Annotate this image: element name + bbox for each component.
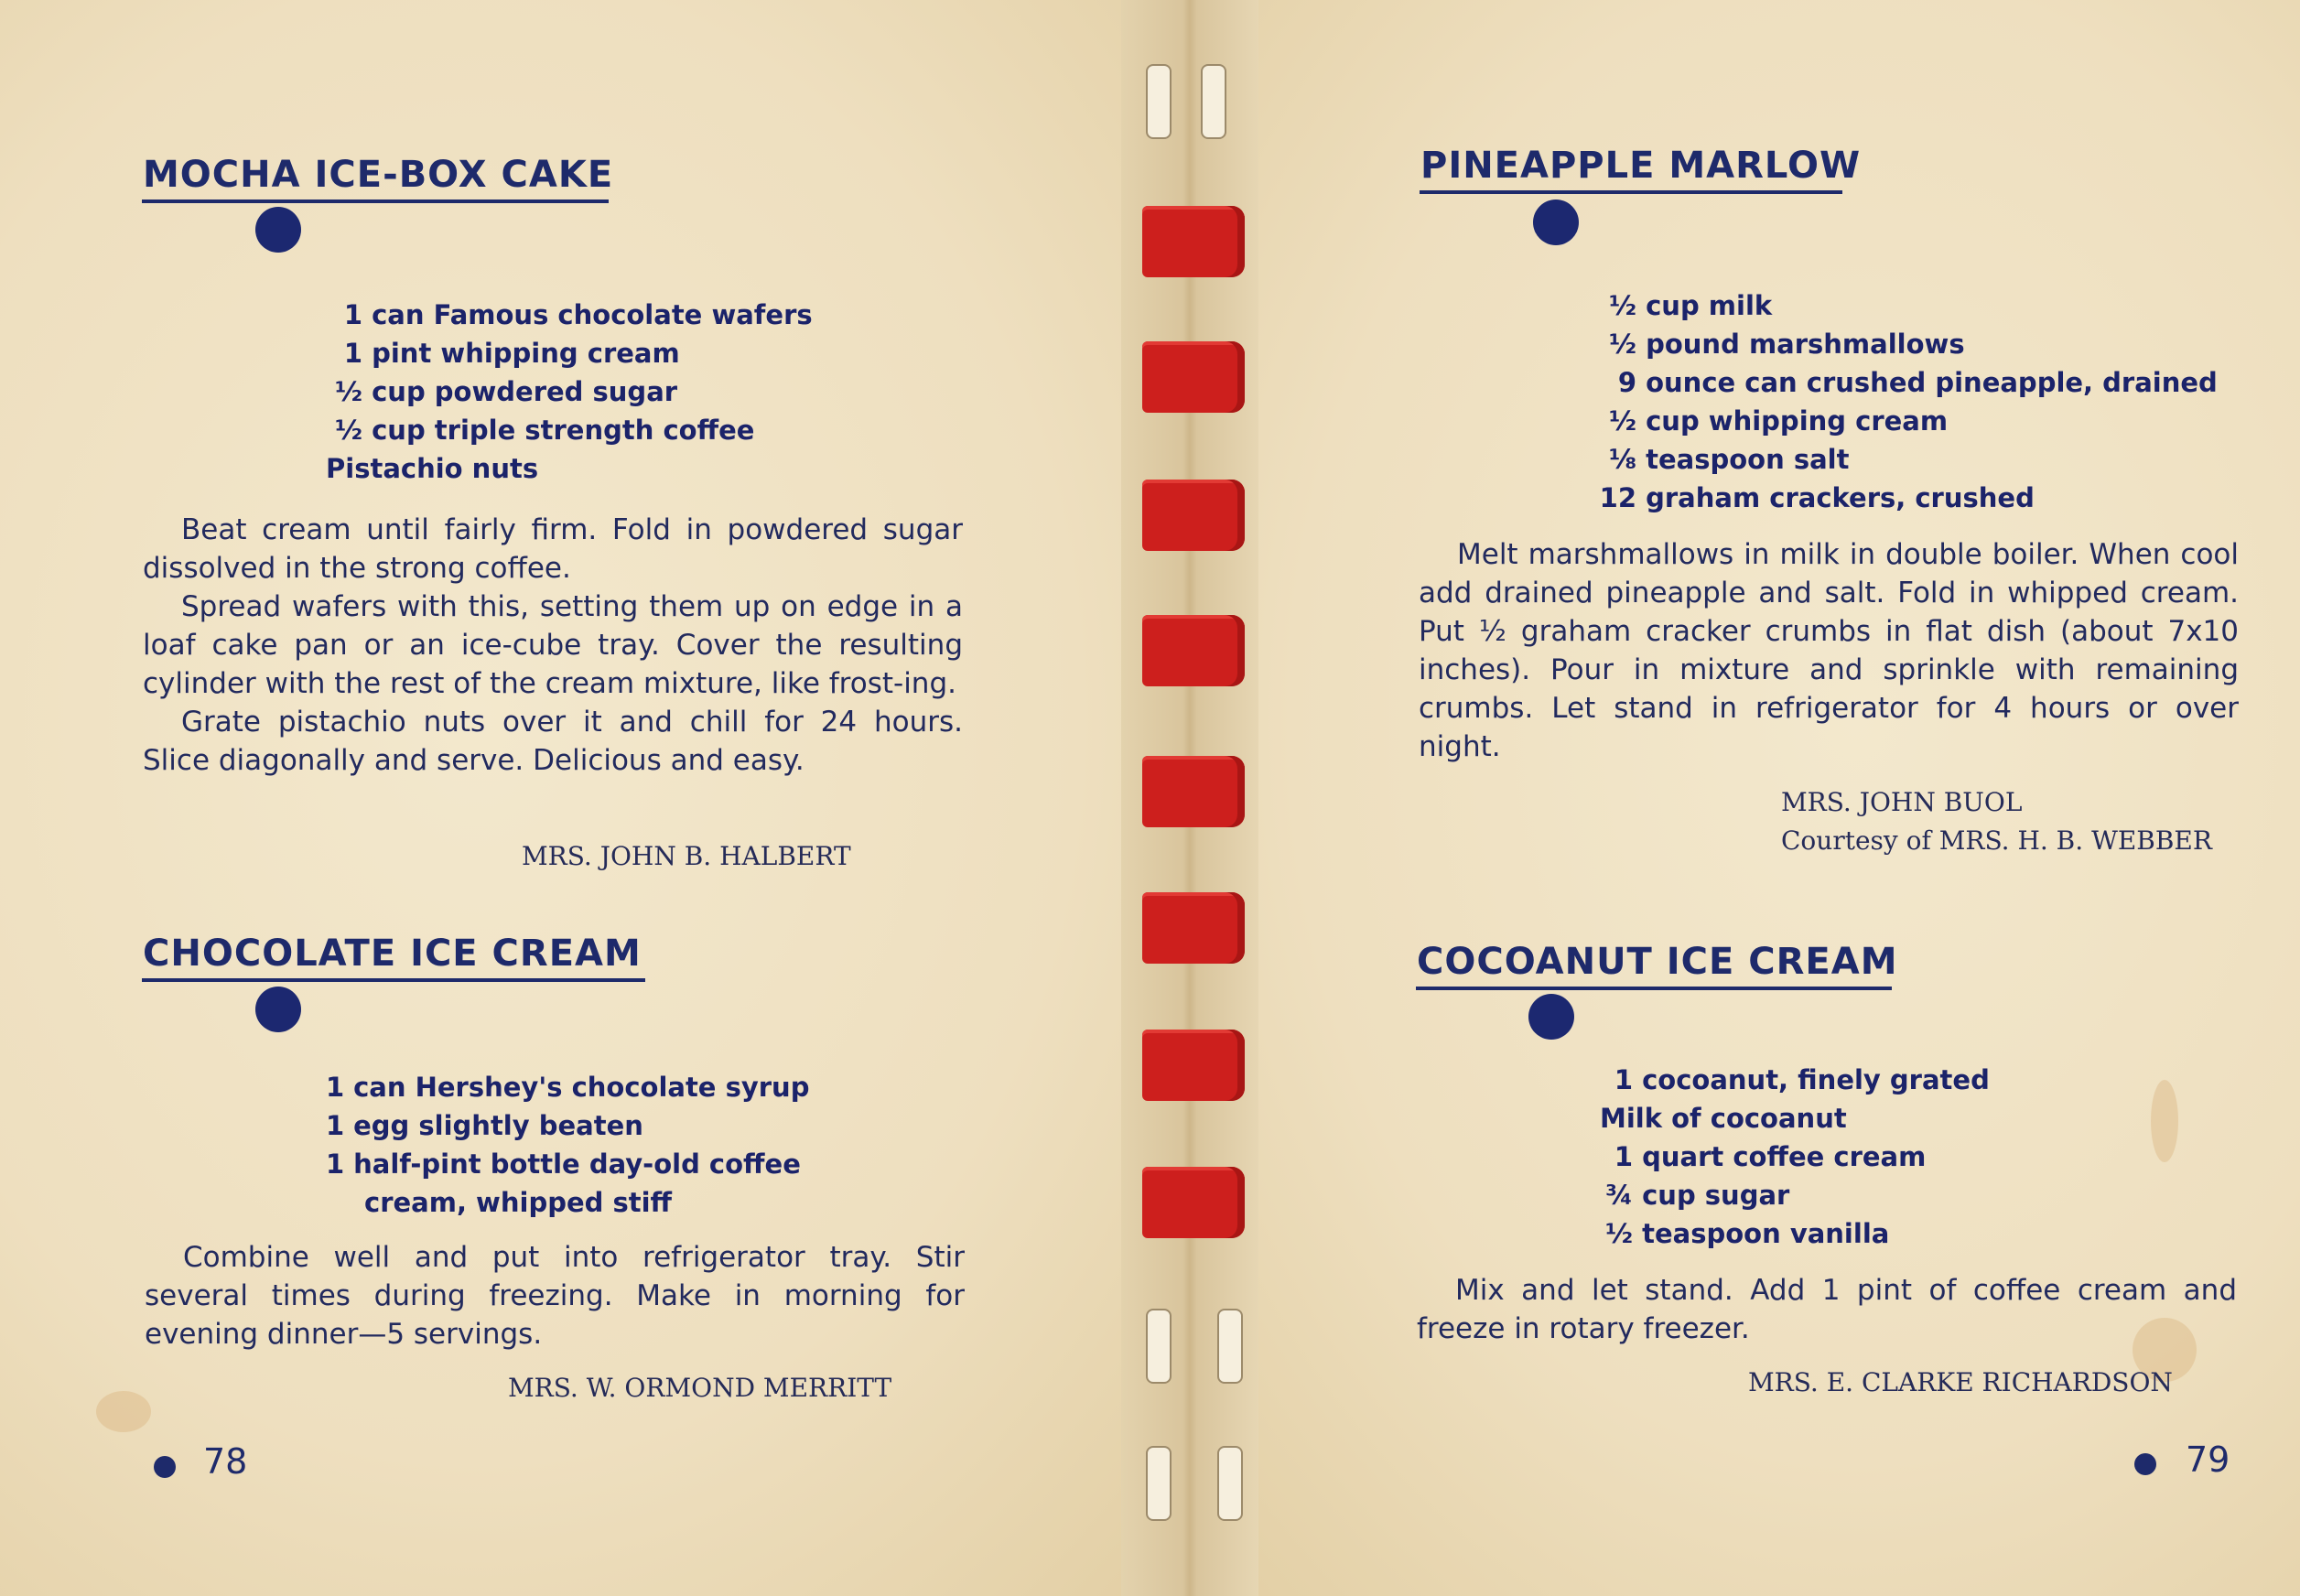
title-underline: [1416, 987, 1892, 990]
ingredient-row: cream, whipped stiff: [364, 1187, 673, 1218]
recipe-contributor: MRS. E. CLARKE RICHARDSON: [1748, 1367, 2173, 1397]
ingredient-row: ½ cup powdered sugar: [334, 376, 678, 407]
paper-stain: [96, 1391, 151, 1432]
ingredient-row: ½ pound marshmallows: [1608, 329, 1965, 360]
ingredient-row: 1 quart coffee cream: [1614, 1141, 1927, 1172]
binding-slot: [1217, 1309, 1243, 1384]
instruction-paragraph: Beat cream until fairly firm. Fold in powdered sugar dissolved in the strong coffee.: [143, 513, 963, 585]
instruction-paragraph: Grate pistachio nuts over it and chill for 24 hours. Slice diagonally and serve. Delicious and easy.: [143, 706, 963, 777]
title-underline: [142, 978, 645, 982]
instruction-paragraph: Spread wafers with this, setting them up on edge in a loaf cake pan or an ice-cube tray. Cover the resulting cylinder with the rest of the cream mixture, like frost-ing.: [143, 590, 963, 700]
recipe-contributor: MRS. JOHN B. HALBERT: [522, 841, 851, 871]
recipe-contributor: MRS. W. ORMOND MERRITT: [508, 1373, 892, 1403]
ingredient-row: 1 egg slightly beaten: [326, 1110, 643, 1141]
binding-ring: [1142, 341, 1245, 413]
bullet-dot-icon: [255, 207, 301, 253]
recipe-title-cocoanut-ice-cream: COCOANUT ICE CREAM: [1417, 941, 1898, 983]
ingredient-row: ½ cup whipping cream: [1608, 405, 1949, 437]
ingredient-list-chocolate: [326, 1068, 809, 1222]
ingredient-row: ½ teaspoon vanilla: [1604, 1218, 1890, 1249]
recipe-instructions-mocha: [143, 511, 963, 780]
ingredient-row: 1 can Famous chocolate wafers: [343, 299, 813, 330]
title-underline: [142, 200, 609, 203]
binding-ring: [1142, 1167, 1245, 1238]
page-number-left: 78: [203, 1441, 248, 1482]
page-number-right: 79: [2186, 1440, 2230, 1480]
recipe-instructions-chocolate: [145, 1238, 965, 1353]
binding-ring: [1142, 1030, 1245, 1101]
binding-ring: [1142, 480, 1245, 551]
instruction-paragraph: Mix and let stand. Add 1 pint of coffee cream and freeze in rotary freezer.: [1417, 1274, 2237, 1345]
paper-stain: [2151, 1080, 2178, 1162]
binding-ring: [1142, 756, 1245, 827]
ingredient-list-pineapple: [1593, 286, 2218, 517]
title-underline: [1420, 190, 1842, 194]
bullet-dot-icon: [1528, 994, 1574, 1040]
ingredient-row: Pistachio nuts: [326, 453, 539, 484]
ingredient-row: 9 ounce can crushed pineapple, drained: [1617, 367, 2218, 398]
binding-ring: [1142, 615, 1245, 686]
bullet-dot-icon: [255, 987, 301, 1032]
ingredient-row: ½ cup milk: [1608, 290, 1773, 321]
ingredient-row: 12 graham crackers, crushed: [1599, 482, 2035, 513]
recipe-title-mocha-ice-box-cake: MOCHA ICE-BOX CAKE: [143, 154, 614, 196]
ingredient-row: Milk of cocoanut: [1600, 1103, 1847, 1134]
ingredient-row: ½ cup triple strength coffee: [334, 415, 755, 446]
binding-ring: [1142, 206, 1245, 277]
page-number-dot-icon: [2134, 1453, 2156, 1475]
recipe-instructions-pineapple: [1419, 535, 2239, 766]
contributor-name: MRS. JOHN BUOL: [1781, 787, 2023, 817]
binding-ring: [1142, 892, 1245, 964]
ingredient-list-cocoanut: [1600, 1061, 1990, 1253]
binding-slot: [1146, 64, 1172, 139]
binding-slot: [1201, 64, 1226, 139]
binding-slot: [1146, 1309, 1172, 1384]
bullet-dot-icon: [1533, 200, 1579, 245]
contributor-courtesy: Courtesy of MRS. H. B. WEBBER: [1781, 825, 2212, 856]
recipe-title-pineapple-marlow: PINEAPPLE MARLOW: [1420, 145, 1862, 187]
instruction-paragraph: Melt marshmallows in milk in double boiler. When cool add drained pineapple and salt. Fold in whipped cream. Put ½ graham cracker crumbs in flat dish (about 7x10 inches). Pour in mixture and sprinkle with remaining crumbs. Let stand in refrigerator for 4 hours or over night.: [1419, 538, 2239, 763]
ingredient-row: 1 half-pint bottle day-old coffee: [326, 1148, 801, 1180]
binding-slot: [1217, 1446, 1243, 1521]
page-number-dot-icon: [154, 1456, 176, 1478]
recipe-contributor: [1781, 783, 2212, 860]
instruction-paragraph: Combine well and put into refrigerator tray. Stir several times during freezing. Make in morning for evening dinner—5 servings.: [145, 1241, 965, 1351]
ingredient-row: ¾ cup sugar: [1604, 1180, 1790, 1211]
binding-slot: [1146, 1446, 1172, 1521]
ingredient-row: 1 can Hershey's chocolate syrup: [326, 1072, 810, 1103]
ingredient-row: 1 pint whipping cream: [343, 338, 680, 369]
recipe-instructions-cocoanut: [1417, 1271, 2237, 1348]
ingredient-list-mocha: [326, 296, 813, 488]
recipe-title-chocolate-ice-cream: CHOCOLATE ICE CREAM: [143, 933, 642, 975]
ingredient-row: ⅛ teaspoon salt: [1608, 444, 1850, 475]
ingredient-row: 1 cocoanut, finely grated: [1614, 1064, 1990, 1095]
